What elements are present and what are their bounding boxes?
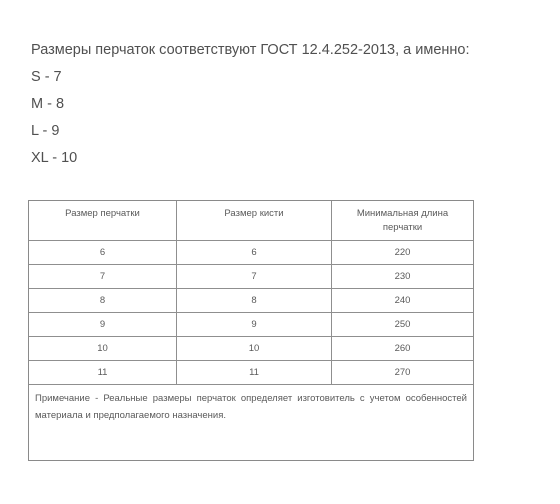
table-cell: 7 — [29, 265, 177, 288]
table-cell: 8 — [29, 289, 177, 312]
table-cell: 9 — [177, 313, 332, 336]
table-note: Примечание - Реальные размеры перчаток определяет изготовитель с учетом особенностей материала и предполагаемого назначения. — [35, 393, 467, 421]
size-line: M - 8 — [31, 96, 65, 112]
table-cell: 6 — [29, 241, 177, 264]
table-header-row — [29, 201, 473, 241]
table-cell: 260 — [394, 342, 411, 354]
table-cell: 8 — [177, 289, 332, 312]
intro-heading: Размеры перчаток соответствуют ГОСТ 12.4.252-2013, а именно: — [31, 42, 470, 58]
table-cell: 6 — [177, 241, 332, 264]
table-row — [29, 289, 473, 313]
intro-text — [31, 37, 551, 172]
table-row — [29, 265, 473, 289]
header-glove-size: Размер перчатки — [29, 201, 177, 240]
table-cell: 250 — [394, 318, 411, 330]
table-row — [29, 337, 473, 361]
table-cell: 11 — [177, 361, 332, 384]
table-cell: 240 — [394, 294, 411, 306]
table-row — [29, 313, 473, 337]
header-hand-size: Размер кисти — [177, 201, 332, 240]
table-row — [29, 241, 473, 265]
table-cell: 9 — [29, 313, 177, 336]
header-min-length: Минимальная длина перчатки — [356, 208, 449, 233]
table-cell: 10 — [29, 337, 177, 360]
table-row — [29, 361, 473, 385]
table-cell: 7 — [177, 265, 332, 288]
size-line: XL - 10 — [31, 150, 78, 166]
table-cell: 270 — [394, 366, 411, 378]
table-cell: 230 — [394, 270, 411, 282]
table-cell: 10 — [177, 337, 332, 360]
size-line: S - 7 — [31, 69, 62, 85]
size-line: L - 9 — [31, 123, 60, 139]
table-cell: 220 — [394, 246, 411, 258]
table-cell: 11 — [29, 361, 177, 384]
glove-size-table — [28, 200, 474, 461]
